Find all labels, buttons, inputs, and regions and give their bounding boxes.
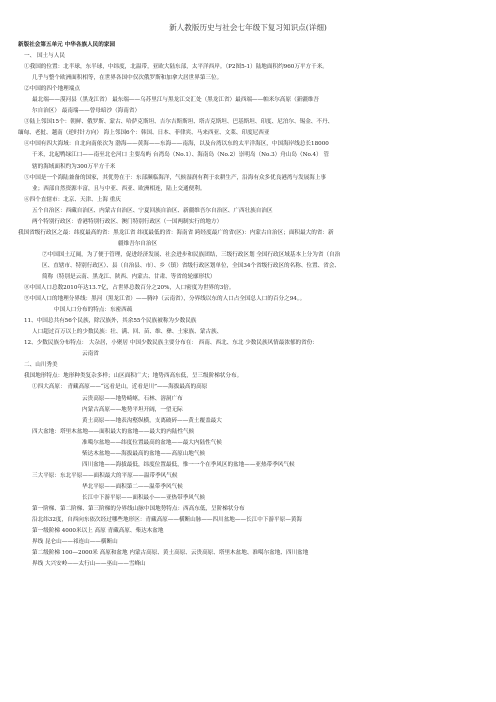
text-line: 我国地形特点：地形种类复杂多样；山区面积广大；地势西高东低，呈三级阶梯状分布。 [24,373,243,380]
text-line: 柴达木盆地——海拔最高的盆地——高原山地气候 [82,450,206,457]
text-line: 辖的海域面积约为300万平方千米 [32,163,116,170]
text-line: 华北平原——面积第二——温带季风气候 [82,483,183,490]
text-line: 缅甸、老挝、越南（逆时针方向） 海上邻国6个：韩国、日本、菲律宾、马来西亚、文莱、印度尼西亚 [18,130,270,137]
text-line: 内蒙古高原——地势平坦开阔，一望无际 [82,406,183,413]
text-line: 最北端——漠河县（黑龙江省） 最东端——乌苏里江与黑龙江交汇处（黑龙江省）最西端——帕米尔高原（新疆维吾 [32,97,320,104]
text-line: 界线 大兴安岭——太行山——巫山——雪峰山 [32,561,146,568]
text-line: 12、少数民族分布特点： 大杂居，小聚居 中国少数民族主要分布在： 西南、西北、东北 少数民族风情最浓郁的省份： [24,340,318,347]
text-line: 尔自治区） 最南端——曾母暗沙（海南省） [32,108,141,115]
text-line: 疆维吾尔自治区 [118,240,158,247]
text-line: 区、直辖市、特别行政区）、县（自治县、市）、乡（镇）省级行政区划单位，全国34个省级行政区的名称、位置、省会、 [42,262,340,269]
text-line: 我国省级行政区之最：纬度最高的省：黑龙江省 纬度最低的省：海南省 跨经度最广的省(区)：内蒙古自治区；面积最大的省：新 [18,229,334,236]
text-line: ⑥四个直辖市：北京、天津、上海 重庆 [24,196,121,203]
text-line: 黄土高原——地表沟壑纵横，支离破碎——黄土覆盖最大 [82,417,222,424]
text-line: 简称（特别是云南、黑龙江、陕西、内蒙古、甘肃、等省的轮廓形状） [42,273,216,280]
text-line: ①我国的位置：北半球，东半球，中纬度，北温带，亚欧大陆东部，太平洋西岸。（P2图5-1）陆地面积约960万平方千米。 [24,64,328,71]
text-line: ⑦中国国土辽阔，为了便于管理，促进经济发展、社会进步和民族团结，三级行政区划 全国行政区域基本上分为省（自治 [42,251,341,258]
text-line: 第二级阶梯 100—2000米 高原和盆地 内蒙古高原、黄土高原、云贵高原、塔里木盆地、准噶尔盆地、四川盆地 [32,550,309,557]
document-title: 新人教版历史与社会七年级下复习知识点(详细) [169,23,327,32]
text-line: 两个特别行政区：香港特别行政区、澳门特别行政区（一国两制实行的地方） [32,218,223,225]
text-line: 界线 昆仑山——祁连山——横断山 [32,539,118,546]
text-line: 中国人口分布的特点：东密西疏 [54,307,133,314]
text-line: ⑧中国人口总数2010年达13.7亿，占世界总数百分之20%，人口密度为世界的3倍。 [24,285,235,292]
text-line: 四川盆地——海拔最低，纬度位置最低，惟一一个在季风区的盆地——亚热带季风气候 [82,461,295,468]
text-line: ⑤中国是一个海陆兼备的国家，其优势在于：东部濒临海洋，气候湿润有利于农耕生产，沿海有众多优良港湾与发展海上事 [24,174,327,181]
text-line: ⑨中国人口的地理分界线：黑河（黑龙江省）——腾冲（云南省），分界线以东的人口占全国总人口的百分之94。。 [24,296,306,303]
text-line: ③陆上邻国15个：朝鲜、俄罗斯、蒙古、哈萨克斯坦、吉尔吉斯斯坦、塔吉克斯坦、巴基斯坦、印度、尼泊尔、锡金、不丹、 [24,119,334,126]
text-line: 千米，北起鸭绿江口——南至北仑河口 主要岛屿 台湾岛（No.1）、海南岛（No.2）崇明岛（No.3）舟山岛（No.4） 管 [32,152,330,159]
unit-heading: 新版社会第五单元 中华各族人民的家园 [18,42,116,48]
text-line: 二、山川秀美 [24,362,58,369]
text-line: 云贵高原——地势崎岖，石林、溶洞广布 [82,395,183,402]
text-line: 11、中国总共有56个民族，除汉族外，其余55个民族被称为少数民族 [24,318,197,325]
text-line: 第一阶梯、第二阶梯、第三阶梯的分界线山脉中国地势特点：西高东低，呈阶梯状分布 [32,505,245,512]
text-line: ②中国的四个地理端点 [24,86,80,93]
document-body [18,40,480,570]
text-line: 沿北纬32度，自西向东依次经过哪些地形区：青藏高原——横断山脉——四川盆地——长江中下游平原—黄海 [32,517,303,524]
text-line: 准噶尔盆地——纬度位置最高的盆地——最大内陆性气候 [82,439,222,446]
text-line: 业；西部自然资源丰富，且与中亚、西亚、欧洲相连，陆上交通便利。 [32,185,206,192]
text-line: 五个自治区：西藏自治区、内蒙古自治区、宁夏回族自治区、新疆维吾尔自治区、广西壮族自治区 [32,207,273,214]
text-line: 第一级阶梯 4000米以上 高原 青藏高原、柴达木盆地 [32,528,164,535]
text-line: 人口超过百万以上的少数民族：壮、满、回、苗、维、彝、土家族、蒙古族、 [32,329,223,336]
text-line: 云南省 [82,351,99,358]
text-line: 四大盆地：塔里木盆地——面积最大的盆地——最大的内陆性气候 [32,428,195,435]
text-line: 几乎与整个欧洲面积相等，在世界各国中仅次俄罗斯和加拿大居世界第三位。 [32,75,223,82]
text-line: 长江中下游平原——面积最小——亚热带季风气候 [82,494,206,501]
text-line: ①四大高原： 青藏高原——“远看是山，近看是川”——海拔最高的高原 [32,384,208,391]
text-line: ④中国有四大海域：自北向南依次为 渤海——黄海——东海——南海，以及台湾以东的太平洋海区，中国海岸线总长18000 [24,141,329,148]
text-line: 一、 国土与人民 [24,53,65,60]
text-line: 三大平原：东北平原——面积最大的平原——温带季风气候 [32,472,178,479]
